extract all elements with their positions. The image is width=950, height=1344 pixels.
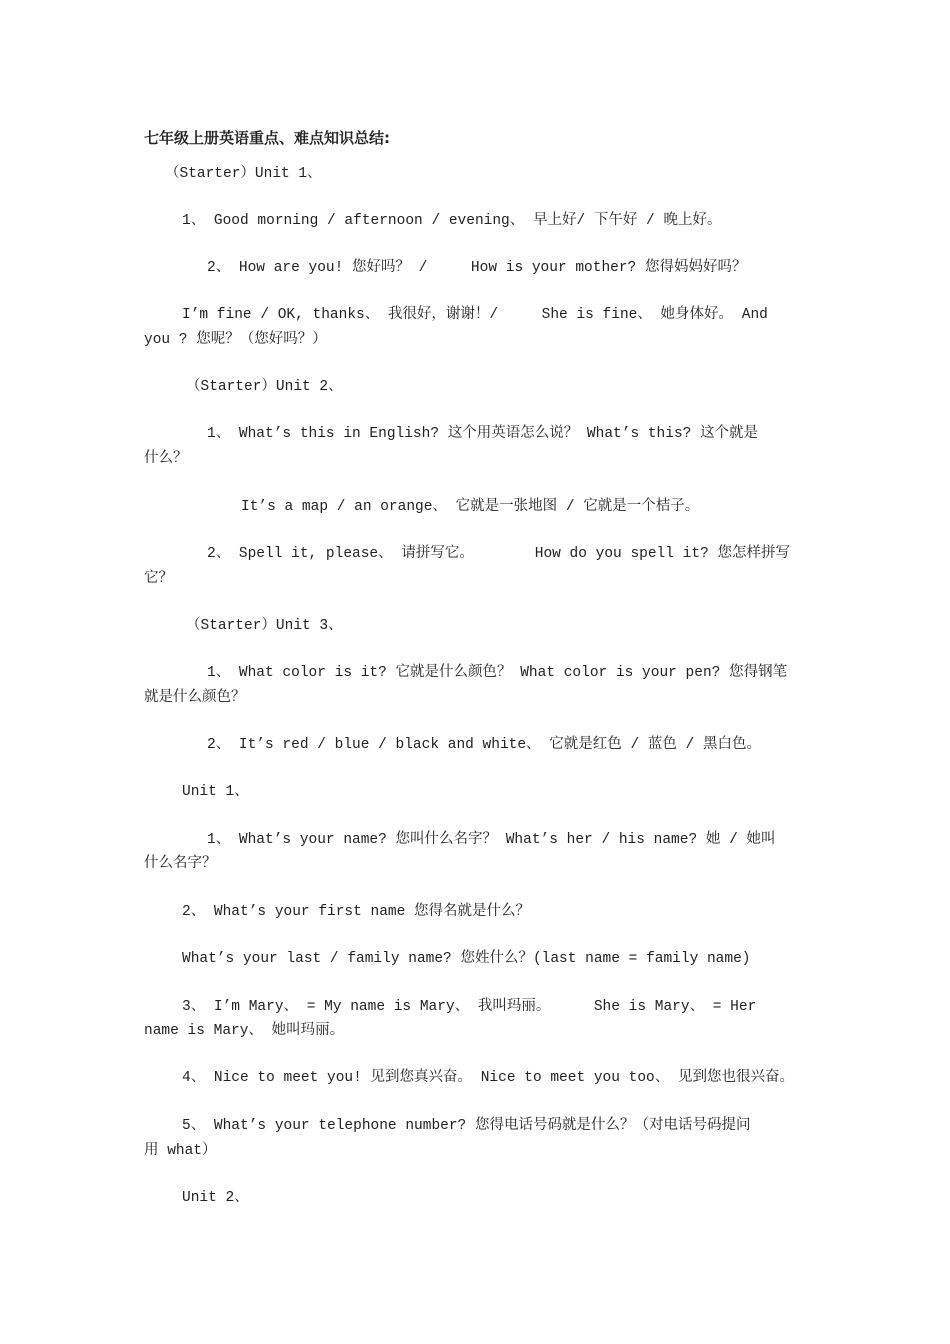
paragraph-line: It’s a map / an orange、 它就是一张地图 / 它就是一个桔子。 <box>241 499 700 515</box>
paragraph-line: 3、 I’m Mary、 = My name is Mary、 我叫玛丽。 She is Mary、 = Her <box>182 999 757 1015</box>
section-heading-starter-unit-2: （Starter）Unit 2、 <box>186 379 343 395</box>
paragraph-line: 2、 How are you! 您好吗？ / How is your mother? 您得妈妈好吗？ <box>207 260 747 276</box>
paragraph-line: you ? 您呢？（您好吗？） <box>144 332 327 348</box>
paragraph-line: What’s your last / family name? 您姓什么？(last name = family name) <box>182 951 751 967</box>
paragraph-line: 1、 Good morning / afternoon / evening、 早上好/ 下午好 / 晚上好。 <box>182 213 722 229</box>
paragraph-line: 就是什么颜色？ <box>144 690 246 706</box>
paragraph-line: 什么名字？ <box>144 856 217 872</box>
page-title: 七年级上册英语重点、难点知识总结: <box>144 129 391 147</box>
paragraph-line: I’m fine / OK, thanks、 我很好，谢谢！/ She is fine、 她身体好。 And <box>182 307 768 323</box>
paragraph-line: 5、 What’s your telephone number? 您得电话号码就是什么？（对电话号码提问 <box>182 1118 751 1134</box>
paragraph-line: 2、 What’s your first name 您得名就是什么？ <box>182 904 531 920</box>
paragraph-line: 它？ <box>144 571 173 587</box>
paragraph-line: 1、 What color is it? 它就是什么颜色？ What color is your pen? 您得钢笔 <box>207 665 788 681</box>
section-heading-unit-1: Unit 1、 <box>182 784 249 800</box>
paragraph-line: 2、 Spell it, please、 请拼写它。 How do you spell it? 您怎样拼写 <box>207 546 790 562</box>
paragraph-line: 什么？ <box>144 451 188 467</box>
section-heading-unit-2: Unit 2、 <box>182 1190 249 1206</box>
paragraph-line: 1、 What’s this in English? 这个用英语怎么说？ What’s this? 这个就是 <box>207 426 759 442</box>
section-heading-starter-unit-1: （Starter）Unit 1、 <box>165 166 322 182</box>
paragraph-line: 2、 It’s red / blue / black and white、 它就是红色 / 蓝色 / 黑白色。 <box>207 737 761 753</box>
paragraph-line: 4、 Nice to meet you! 见到您真兴奋。 Nice to meet you too、 见到您也很兴奋。 <box>182 1070 794 1086</box>
paragraph-line: 1、 What’s your name? 您叫什么名字？ What’s her / his name? 她 / 她叫 <box>207 832 776 848</box>
paragraph-line: 用 what） <box>144 1143 217 1159</box>
paragraph-line: name is Mary、 她叫玛丽。 <box>144 1023 345 1039</box>
section-heading-starter-unit-3: （Starter）Unit 3、 <box>186 618 343 634</box>
